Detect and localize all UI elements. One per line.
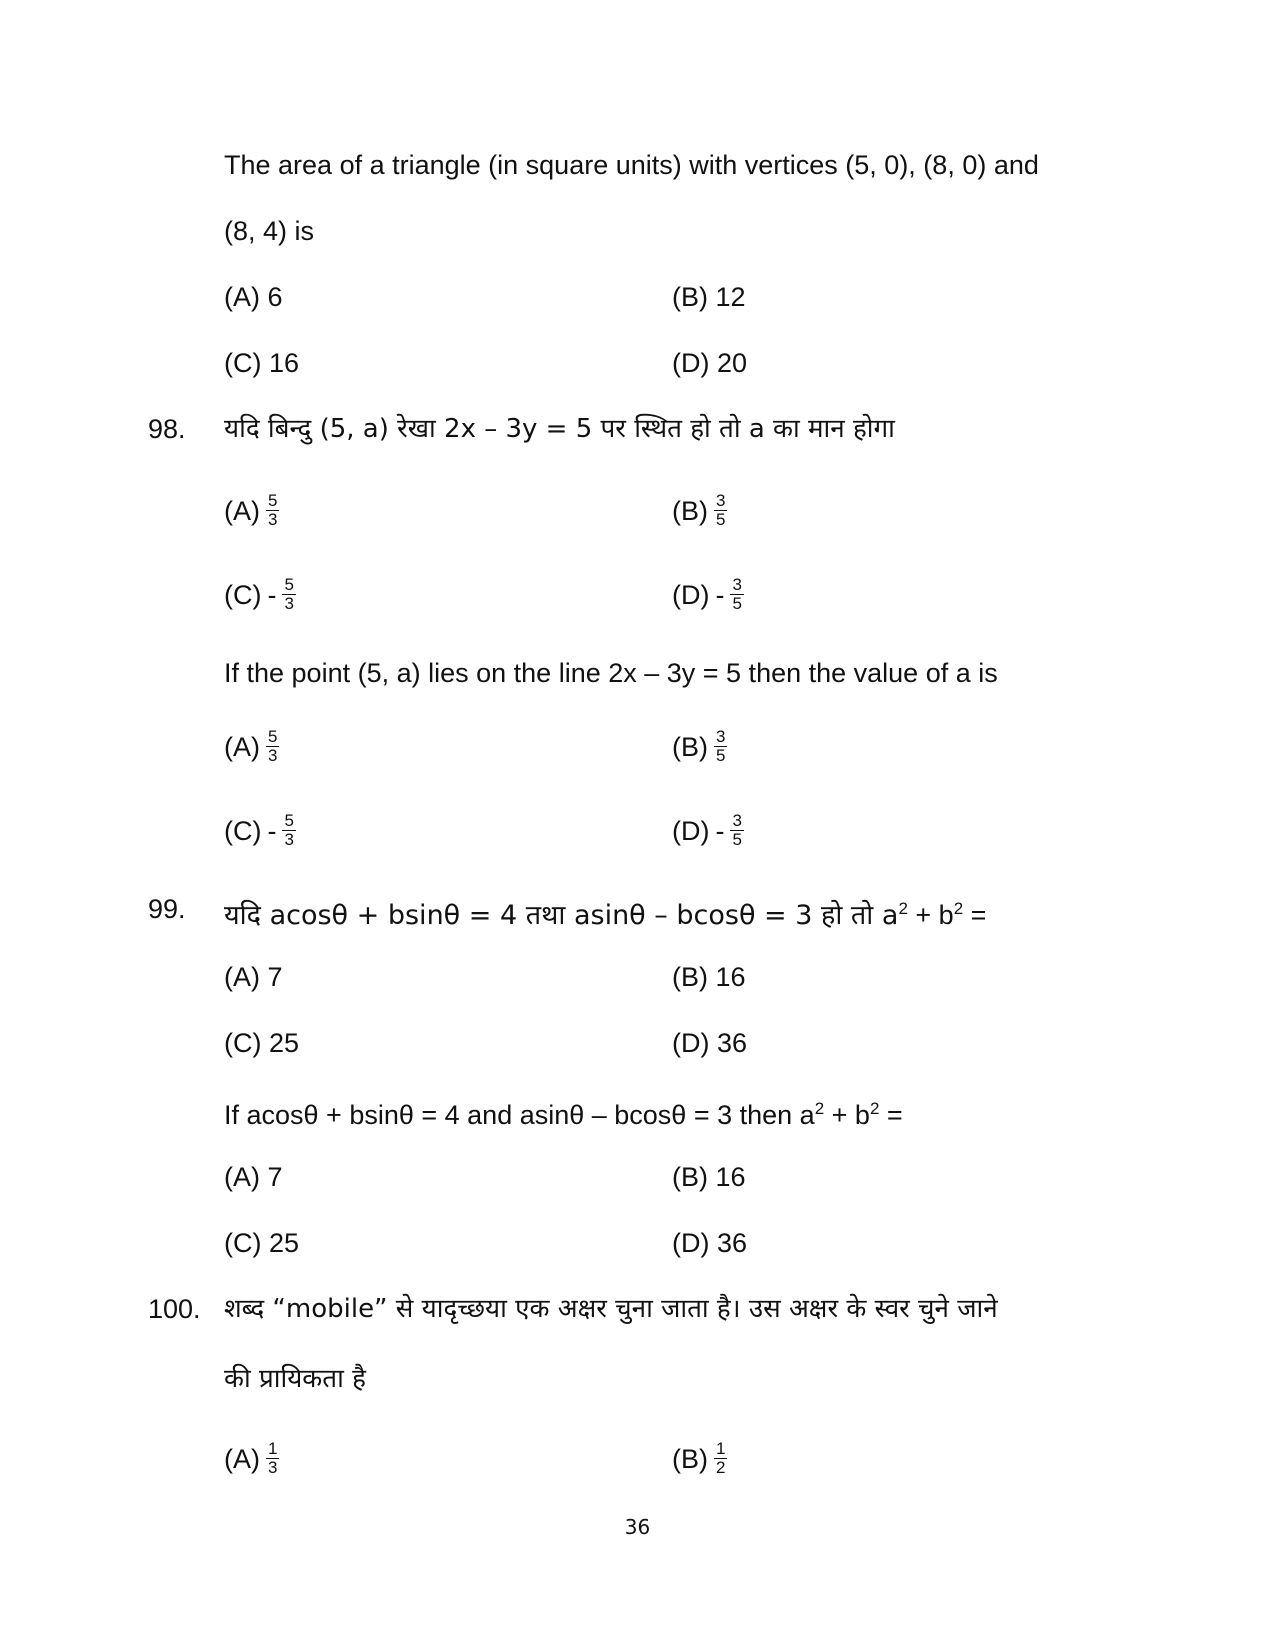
q99-text-hindi: यदि acosθ + bsinθ = 4 तथा asinθ – bcosθ = 3 हो तो $a^2 + b^2$ = bbox=[224, 899, 987, 931]
fraction: $\frac{1}{3}$ bbox=[268, 1439, 278, 1477]
q99-en-option-b: (B) 16 bbox=[672, 1162, 746, 1192]
q100-number: 100. bbox=[148, 1294, 201, 1324]
q97-text-line2: (8, 4) is bbox=[224, 216, 315, 246]
q97-text-line1: The area of a triangle (in square units) with vertices (5, 0), (8, 0) and bbox=[224, 150, 1039, 180]
fraction: $\frac{3}{5}$ bbox=[716, 727, 726, 765]
fraction: $\frac{1}{2}$ bbox=[716, 1439, 726, 1477]
fraction: $\frac{3}{5}$ bbox=[732, 811, 742, 849]
q99-en-option-a: (A) 7 bbox=[224, 1162, 283, 1192]
q99-text-english: If acosθ + bsinθ = 4 and asinθ – bcosθ = 3 then $a^2 + b^2$ = bbox=[224, 1099, 903, 1130]
q98-text-hindi: यदि बिन्दु (5, a) रेखा 2x – 3y = 5 पर स्थित हो तो a का मान होगा bbox=[224, 414, 895, 444]
fraction: $\frac{3}{5}$ bbox=[716, 491, 726, 529]
q98-hi-option-a: (A) $\frac{5}{3}$ bbox=[224, 491, 278, 529]
q97-option-c: (C) 16 bbox=[224, 348, 300, 378]
q98-en-option-d: (D) - $\frac{3}{5}$ bbox=[672, 811, 742, 849]
q97-option-d: (D) 20 bbox=[672, 348, 748, 378]
q97-option-a: (A) 6 bbox=[224, 282, 283, 312]
fraction: $\frac{5}{3}$ bbox=[268, 727, 278, 765]
page-number: 36 bbox=[624, 1515, 651, 1539]
q100-option-b: (B) $\frac{1}{2}$ bbox=[672, 1439, 726, 1477]
q98-text-english: If the point (5, a) lies on the line 2x – 3y = 5 then the value of a is bbox=[224, 658, 998, 688]
fraction: $\frac{5}{3}$ bbox=[284, 575, 294, 613]
q99-en-option-d: (D) 36 bbox=[672, 1228, 748, 1258]
q99-hi-option-a: (A) 7 bbox=[224, 962, 283, 992]
q97-option-b: (B) 12 bbox=[672, 282, 746, 312]
q98-hi-option-b: (B) $\frac{3}{5}$ bbox=[672, 491, 726, 529]
q98-hi-option-c: (C) - $\frac{5}{3}$ bbox=[224, 575, 294, 613]
fraction: $\frac{3}{5}$ bbox=[732, 575, 742, 613]
q98-hi-option-d: (D) - $\frac{3}{5}$ bbox=[672, 575, 742, 613]
q98-en-option-a: (A) $\frac{5}{3}$ bbox=[224, 727, 278, 765]
q100-text-line2: की प्रायिकता है bbox=[224, 1364, 366, 1394]
q99-hi-option-c: (C) 25 bbox=[224, 1028, 300, 1058]
fraction: $\frac{5}{3}$ bbox=[268, 491, 278, 529]
q98-number: 98. bbox=[148, 414, 186, 444]
fraction: $\frac{5}{3}$ bbox=[284, 811, 294, 849]
q100-text-line1: शब्द “mobile” से यादृच्छया एक अक्षर चुना जाता है। उस अक्षर के स्वर चुने जाने bbox=[224, 1294, 998, 1324]
q98-en-option-c: (C) - $\frac{5}{3}$ bbox=[224, 811, 294, 849]
q98-en-option-b: (B) $\frac{3}{5}$ bbox=[672, 727, 726, 765]
q100-option-a: (A) $\frac{1}{3}$ bbox=[224, 1439, 278, 1477]
q99-en-option-c: (C) 25 bbox=[224, 1228, 300, 1258]
q99-hi-option-b: (B) 16 bbox=[672, 962, 746, 992]
q99-number: 99. bbox=[148, 894, 186, 924]
q99-hi-option-d: (D) 36 bbox=[672, 1028, 748, 1058]
